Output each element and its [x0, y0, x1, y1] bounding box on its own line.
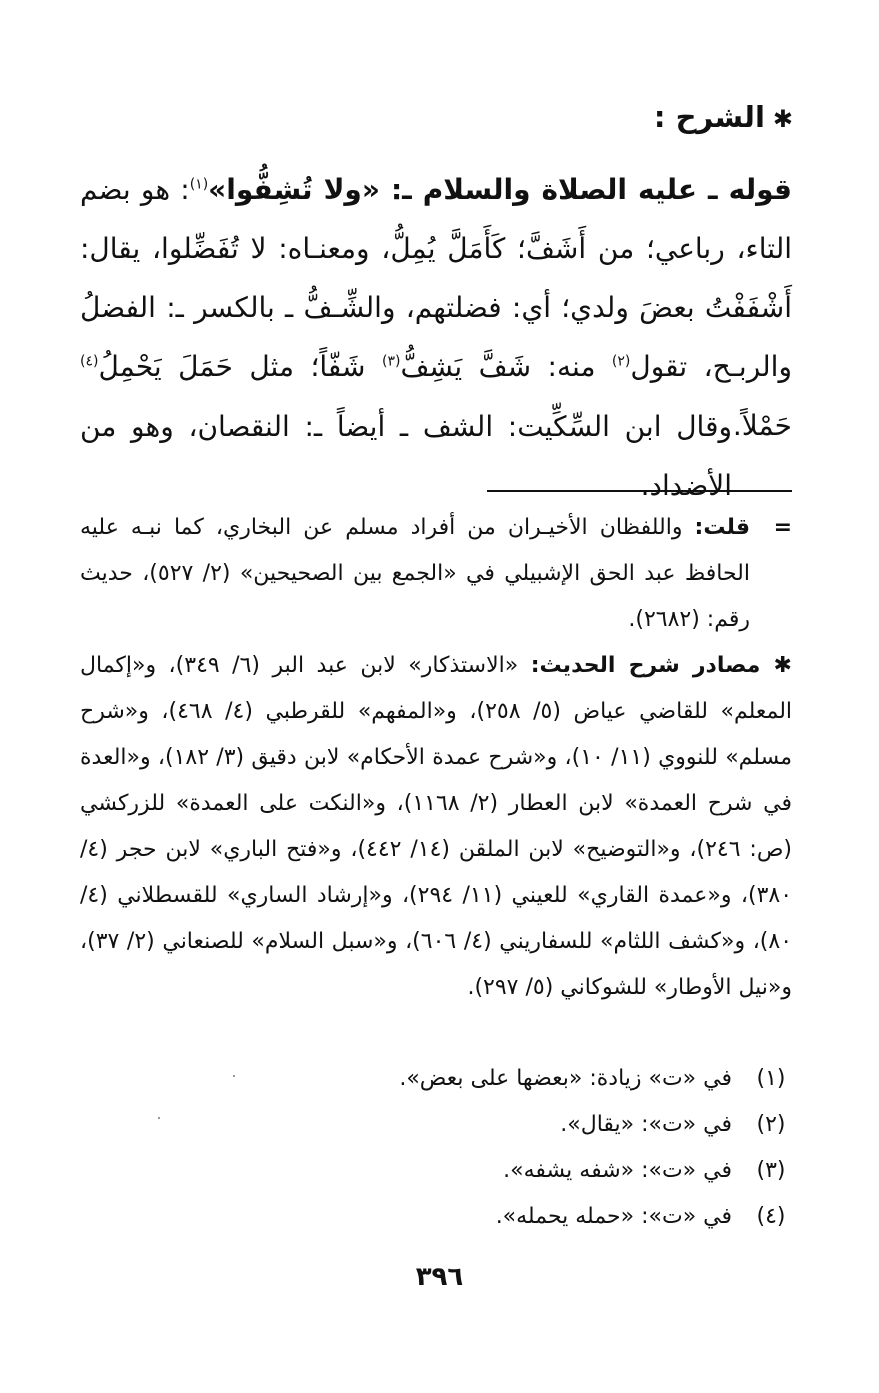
qult-label: قلت: — [694, 515, 750, 540]
hadith-quote: «ولا تُشِفُّوا» — [208, 173, 380, 206]
footnote-ref-1: (١) — [189, 176, 209, 193]
footnote-text: في «ت»: «شفه يشفه». — [503, 1158, 732, 1183]
footnote-item — [80, 1102, 792, 1148]
footnote-text: في «ت»: «يقال». — [560, 1112, 732, 1137]
footnote-number: (٣) — [756, 1158, 786, 1183]
qult-note — [80, 505, 792, 643]
commentary-body-mid: منه: شَفَّ يَشِفُّ — [400, 350, 612, 383]
footnote-number: (٢) — [756, 1112, 786, 1137]
scan-speck — [158, 1117, 160, 1119]
footnote-item — [80, 1194, 792, 1240]
footnote-item — [80, 1056, 792, 1102]
footnote-text: في «ت» زيادة: «بعضها على بعض». — [399, 1066, 732, 1091]
section-heading — [654, 100, 793, 134]
qult-text-block — [80, 505, 792, 643]
ibn-sikkit-paragraph: وقال ابن السِّكِّيت: الشف ـ أيضاً ـ: النقصان، وهو من الأضداد. — [80, 410, 732, 502]
continuation-mark: = — [773, 515, 792, 540]
footnote-ref-2: (٢) — [611, 353, 631, 370]
footnote-item — [80, 1148, 792, 1194]
footnote-text: في «ت»: «حمله يحمله». — [495, 1204, 732, 1229]
footnote-ref-3: (٣) — [381, 353, 401, 370]
sources-text: «الاستذكار» لابن عبد البر (٦/ ٣٤٩)، و«إكمال المعلم» للقاضي عياض (٥/ ٢٥٨)، و«المفهم» للقرطبي (٤/ ٤٦٨)، و«شرح مسلم» للنووي (١١/ ١٠)، و«شرح عمدة الأحكام» لابن دقيق (٣/ ١٨٢)، و«العدة في شرح العمدة» لابن العطار (٢/ ١١٦٨)، و«النكت على العمدة» للزركشي (ص: ٢٤٦)، و«التوضيح» لابن الملقن (١٤/ ٤٤٢)، و«فتح الباري» لابن حجر (٤/ ٣٨٠)، و«عمدة القاري» للعيني (١١/ ٢٩٤)، و«إرشاد الساري» للقسطلاني (٤/ ٨٠)، و«كشف اللثام» للسفاريني (٤/ ٦٠٦)، و«سبل السلام» للصنعاني (٢/ ٣٧)، و«نيل الأوطار» للشوكاني (٥/ ٢٩٧). — [80, 653, 793, 1000]
commentary-body: رباعي؛ من أَشَفَّ؛ كَأَمَلَّ يُمِلُّ، ومعنـاه: لا تُفَضِّلوا، يقال: أَشْفَفْتُ بعضَ ولدي؛ أي: فضلتهم، والشِّـفُّ ـ بالكسر ـ: الفضلُ والربـح، تقول — [80, 232, 792, 383]
asterisk-icon: ✱ — [772, 105, 793, 133]
notes-section — [80, 505, 792, 1011]
qult-text: واللفظان الأخيـران من أفراد مسلم عن البخاري، كما نبـه عليه الحافظ عبد الحق الإشبيلي في «الجمع بين الصحيحين» (٢/ ٥٢٧)، حديث رقم: (٢٦٨٢). — [80, 515, 750, 632]
page-number: ٣٩٦ — [415, 1262, 464, 1292]
footnote-ref-4: (٤) — [80, 353, 99, 370]
commentary-line1-suffix: : هو بضم التاء، — [80, 173, 793, 265]
footnote-number: (٤) — [756, 1204, 786, 1229]
sources-label: ✱ مصادر شرح الحديث: — [530, 653, 792, 678]
footnote-divider — [487, 490, 792, 492]
scan-speck — [233, 1075, 235, 1077]
sources-note — [80, 643, 792, 1011]
footnote-number: (١) — [756, 1066, 786, 1091]
commentary-body-mid2: شَفّاً؛ مثل حَمَلَ يَحْمِلُ — [98, 350, 382, 383]
footnotes-list — [80, 1056, 792, 1240]
heading-label: الشرح : — [653, 100, 765, 134]
commentary-body-end: حَمْلاً. — [732, 409, 792, 442]
commentary-prefix: قوله ـ عليه الصلاة والسلام ـ: — [379, 173, 792, 206]
